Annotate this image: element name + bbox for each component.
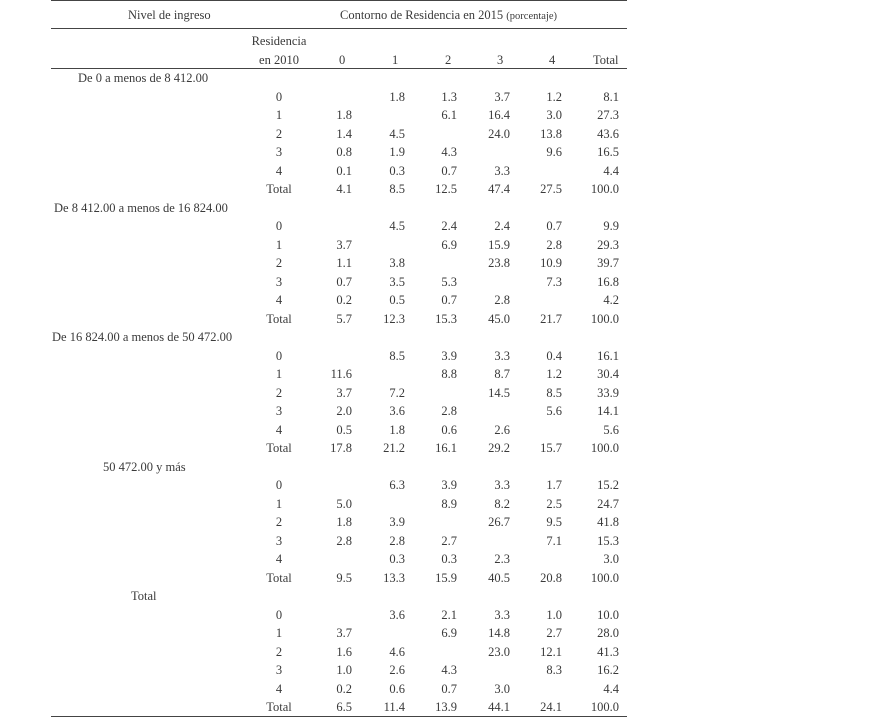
table-cell-total: 15.2 — [597, 478, 619, 492]
header-col-4: 4 — [549, 53, 556, 67]
group-label: Total — [131, 589, 157, 603]
table-cell-total: 41.8 — [597, 515, 619, 529]
table-cell: 4.3 — [441, 145, 457, 159]
table-cell: 3.9 — [441, 478, 457, 492]
table-cell: 2.3 — [494, 552, 510, 566]
table-cell: 1.2 — [546, 367, 562, 381]
table-cell: 7.3 — [546, 274, 562, 289]
row-label-residence: 1 — [275, 367, 283, 381]
table-cell: 5.7 — [336, 311, 352, 326]
table-cell: 3.3 — [494, 607, 510, 622]
row-label-residence: 4 — [275, 163, 283, 178]
table-cell: 1.8 — [336, 515, 352, 529]
row-label-residence: 0 — [275, 478, 283, 492]
table-cell: 3.7 — [494, 89, 510, 104]
table-cell: 0.7 — [441, 681, 457, 696]
table-cell: 1.3 — [441, 89, 457, 104]
row-label-residence: 3 — [275, 663, 283, 677]
row-label-residence: 3 — [275, 404, 283, 418]
table-cell: 1.8 — [336, 108, 352, 122]
table-cell: 1.4 — [336, 126, 352, 141]
table-cell: 0.5 — [336, 422, 352, 437]
table-cell: 3.7 — [336, 626, 352, 640]
table-cell: 17.8 — [330, 441, 352, 455]
table-cell: 2.4 — [441, 219, 457, 233]
table-cell: 0.7 — [441, 163, 457, 178]
table-cell: 4.5 — [389, 219, 405, 233]
table-cell: 8.5 — [389, 348, 405, 363]
table-cell: 0.8 — [336, 145, 352, 159]
row-label-residence: 1 — [275, 496, 283, 511]
table-cell: 6.9 — [441, 626, 457, 640]
table-cell-total: 100.0 — [590, 700, 619, 714]
table-cell: 3.0 — [546, 108, 562, 122]
table-cell: 0.5 — [389, 293, 405, 307]
table-cell: 14.5 — [488, 385, 510, 400]
table-cell: 45.0 — [488, 311, 510, 326]
table-cell: 3.0 — [494, 681, 510, 696]
table-cell-total: 43.6 — [597, 126, 619, 141]
table-cell: 24.1 — [540, 700, 562, 714]
table-cell: 13.8 — [540, 126, 562, 141]
table-cell: 7.2 — [389, 385, 405, 400]
table-cell-total: 4.2 — [603, 293, 619, 307]
table-cell: 26.7 — [488, 515, 510, 529]
row-label-residence: 3 — [275, 274, 283, 289]
table-cell: 8.3 — [546, 663, 562, 677]
table-cell-total: 15.3 — [597, 533, 619, 548]
group-label: 50 472.00 y más — [103, 459, 186, 474]
table-cell: 9.5 — [546, 515, 562, 529]
header-residence-2015 — [340, 8, 557, 24]
table-cell: 1.2 — [546, 89, 562, 104]
header-percent-unit: (porcentaje) — [506, 11, 558, 22]
row-label-total: Total — [266, 311, 292, 326]
header-col-0: 0 — [339, 53, 346, 67]
table-cell: 5.3 — [441, 274, 457, 289]
row-label-residence: 2 — [275, 515, 283, 529]
table-cell-total: 14.1 — [597, 404, 619, 418]
table-cell: 1.6 — [336, 644, 352, 659]
table-cell: 1.0 — [336, 663, 352, 677]
table-cell: 1.8 — [389, 422, 405, 437]
table-cell: 2.4 — [494, 219, 510, 233]
table-cell: 2.5 — [546, 496, 562, 511]
table-cell: 4.3 — [441, 663, 457, 677]
table-cell: 2.7 — [441, 533, 457, 548]
table-cell: 12.1 — [540, 644, 562, 659]
table-cell: 2.8 — [494, 293, 510, 307]
table-cell: 23.8 — [488, 256, 510, 270]
table-cell-total: 16.2 — [597, 663, 619, 677]
table-cell: 27.5 — [540, 182, 562, 196]
table-cell: 6.3 — [389, 478, 405, 492]
table-cell: 9.5 — [336, 570, 352, 585]
table-cell: 0.2 — [336, 681, 352, 696]
group-label: De 8 412.00 a menos de 16 824.00 — [54, 200, 228, 215]
table-cell-total: 33.9 — [597, 385, 619, 400]
table-cell: 24.0 — [488, 126, 510, 141]
table-cell: 3.8 — [389, 256, 405, 270]
table-cell: 1.1 — [336, 256, 352, 270]
table-cell: 8.8 — [441, 367, 457, 381]
row-label-residence: 3 — [275, 533, 283, 548]
table-cell: 0.7 — [546, 219, 562, 233]
row-label-residence: 2 — [275, 644, 283, 659]
row-label-residence: 0 — [275, 219, 283, 233]
bottom-rule — [51, 716, 627, 717]
table-cell: 23.0 — [488, 644, 510, 659]
table-cell: 1.8 — [389, 89, 405, 104]
header-col-2: 2 — [445, 53, 452, 67]
table-cell: 8.5 — [389, 182, 405, 196]
row-label-residence: 3 — [275, 145, 283, 159]
columns-rule — [51, 68, 627, 69]
table-cell: 9.6 — [546, 145, 562, 159]
row-label-residence: 4 — [275, 293, 283, 307]
table-cell: 3.3 — [494, 348, 510, 363]
table-cell: 13.3 — [383, 570, 405, 585]
table-cell: 3.6 — [389, 404, 405, 418]
table-cell: 5.0 — [336, 496, 352, 511]
table-cell: 12.5 — [435, 182, 457, 196]
table-cell: 15.9 — [488, 237, 510, 252]
group-label: De 16 824.00 a menos de 50 472.00 — [52, 330, 233, 344]
table-cell: 0.7 — [441, 293, 457, 307]
table-cell: 2.8 — [336, 533, 352, 548]
table-cell: 4.5 — [389, 126, 405, 141]
table-cell: 2.7 — [546, 626, 562, 640]
table-cell-total: 41.3 — [597, 644, 619, 659]
table-cell-total: 100.0 — [590, 182, 619, 196]
table-cell: 2.6 — [389, 663, 405, 677]
table-cell: 44.1 — [488, 700, 510, 714]
table-cell: 2.6 — [494, 422, 510, 437]
table-cell-total: 10.0 — [597, 607, 619, 622]
table-cell-total: 9.9 — [603, 219, 619, 233]
table-cell: 3.9 — [441, 348, 457, 363]
row-label-residence: 1 — [275, 108, 283, 122]
table-cell: 14.8 — [488, 626, 510, 640]
table-cell: 0.6 — [441, 422, 457, 437]
row-label-total: Total — [266, 700, 292, 714]
table-cell: 21.7 — [540, 311, 562, 326]
table-cell-total: 4.4 — [603, 681, 619, 696]
table-cell: 1.0 — [546, 607, 562, 622]
table-cell: 2.1 — [441, 607, 457, 622]
top-rule — [51, 0, 627, 1]
table-cell: 2.0 — [336, 404, 352, 418]
table-cell: 3.3 — [494, 163, 510, 178]
table-cell: 8.2 — [494, 496, 510, 511]
table-cell: 7.1 — [546, 533, 562, 548]
table-cell: 8.7 — [494, 367, 510, 381]
table-cell: 40.5 — [488, 570, 510, 585]
header-col-1: 1 — [392, 53, 399, 67]
row-label-residence: 0 — [275, 607, 283, 622]
table-cell-total: 16.1 — [597, 348, 619, 363]
row-label-total: Total — [266, 441, 292, 455]
table-cell: 2.8 — [441, 404, 457, 418]
table-cell: 6.9 — [441, 237, 457, 252]
table-cell-total: 24.7 — [597, 496, 619, 511]
header-residence-2015-label: Contorno de Residencia en 2015 — [340, 8, 504, 22]
table-cell: 3.7 — [336, 385, 352, 400]
row-label-residence: 4 — [275, 422, 283, 437]
table-cell: 15.9 — [435, 570, 457, 585]
table-cell: 0.6 — [389, 681, 405, 696]
table-cell-total: 27.3 — [597, 108, 619, 122]
table-cell: 11.6 — [330, 367, 352, 381]
row-label-residence: 0 — [275, 89, 283, 104]
table-cell-total: 16.8 — [597, 274, 619, 289]
table-cell: 0.3 — [389, 163, 405, 178]
table-cell: 3.5 — [389, 274, 405, 289]
table-cell-total: 100.0 — [590, 570, 619, 585]
table-cell: 2.8 — [546, 237, 562, 252]
table-cell: 4.6 — [389, 644, 405, 659]
table-cell: 0.2 — [336, 293, 352, 307]
row-label-residence: 2 — [275, 385, 283, 400]
table-cell: 4.1 — [336, 182, 352, 196]
table-cell: 6.5 — [336, 700, 352, 714]
table-cell-total: 16.5 — [597, 145, 619, 159]
table-cell: 0.4 — [546, 348, 562, 363]
table-cell: 3.7 — [336, 237, 352, 252]
table-cell: 5.6 — [546, 404, 562, 418]
table-cell: 6.1 — [441, 108, 457, 122]
table-cell: 16.4 — [488, 108, 510, 122]
row-label-residence: 2 — [275, 126, 283, 141]
table-cell: 8.9 — [441, 496, 457, 511]
table-cell-total: 100.0 — [590, 311, 619, 326]
header-residence-line2: en 2010 — [259, 53, 299, 67]
table-cell-total: 5.6 — [603, 422, 619, 437]
table-cell: 20.8 — [540, 570, 562, 585]
table-cell-total: 30.4 — [597, 367, 619, 381]
row-label-residence: 4 — [275, 552, 283, 566]
table-cell: 0.7 — [336, 274, 352, 289]
header-rule — [51, 28, 627, 29]
table-cell: 12.3 — [383, 311, 405, 326]
row-label-total: Total — [266, 570, 292, 585]
table-cell-total: 3.0 — [603, 552, 619, 566]
group-label: De 0 a menos de 8 412.00 — [78, 71, 209, 85]
header-residence-line1: Residencia — [251, 34, 307, 48]
table-cell: 21.2 — [383, 441, 405, 455]
table-cell: 29.2 — [488, 441, 510, 455]
table-cell: 15.7 — [540, 441, 562, 455]
table-cell-total: 4.4 — [603, 163, 619, 178]
row-label-residence: 1 — [275, 626, 283, 640]
table-cell: 13.9 — [435, 700, 457, 714]
table-cell-total: 29.3 — [597, 237, 619, 252]
table-cell: 10.9 — [540, 256, 562, 270]
table-cell: 11.4 — [383, 700, 405, 714]
table-cell: 0.1 — [336, 163, 352, 178]
row-label-residence: 2 — [275, 256, 283, 270]
table-cell-total: 39.7 — [597, 256, 619, 270]
table-cell: 8.5 — [546, 385, 562, 400]
table-cell: 3.9 — [389, 515, 405, 529]
header-income-level: Nivel de ingreso — [128, 8, 211, 22]
header-col-3: 3 — [497, 53, 504, 67]
table-cell: 1.9 — [389, 145, 405, 159]
header-col-total: Total — [593, 53, 619, 67]
table-cell: 15.3 — [435, 311, 457, 326]
table-cell: 47.4 — [488, 182, 510, 196]
table-cell: 0.3 — [389, 552, 405, 566]
table-cell: 1.7 — [546, 478, 562, 492]
table-cell: 16.1 — [435, 441, 457, 455]
table-cell-total: 100.0 — [590, 441, 619, 455]
row-label-total: Total — [266, 182, 292, 196]
row-label-residence: 4 — [275, 681, 283, 696]
table-cell: 0.3 — [441, 552, 457, 566]
table-cell: 3.6 — [389, 607, 405, 622]
row-label-residence: 1 — [275, 237, 283, 252]
table-cell: 2.8 — [389, 533, 405, 548]
row-label-residence: 0 — [275, 348, 283, 363]
table-cell-total: 28.0 — [597, 626, 619, 640]
table-cell: 3.3 — [494, 478, 510, 492]
table-cell-total: 8.1 — [603, 89, 619, 104]
